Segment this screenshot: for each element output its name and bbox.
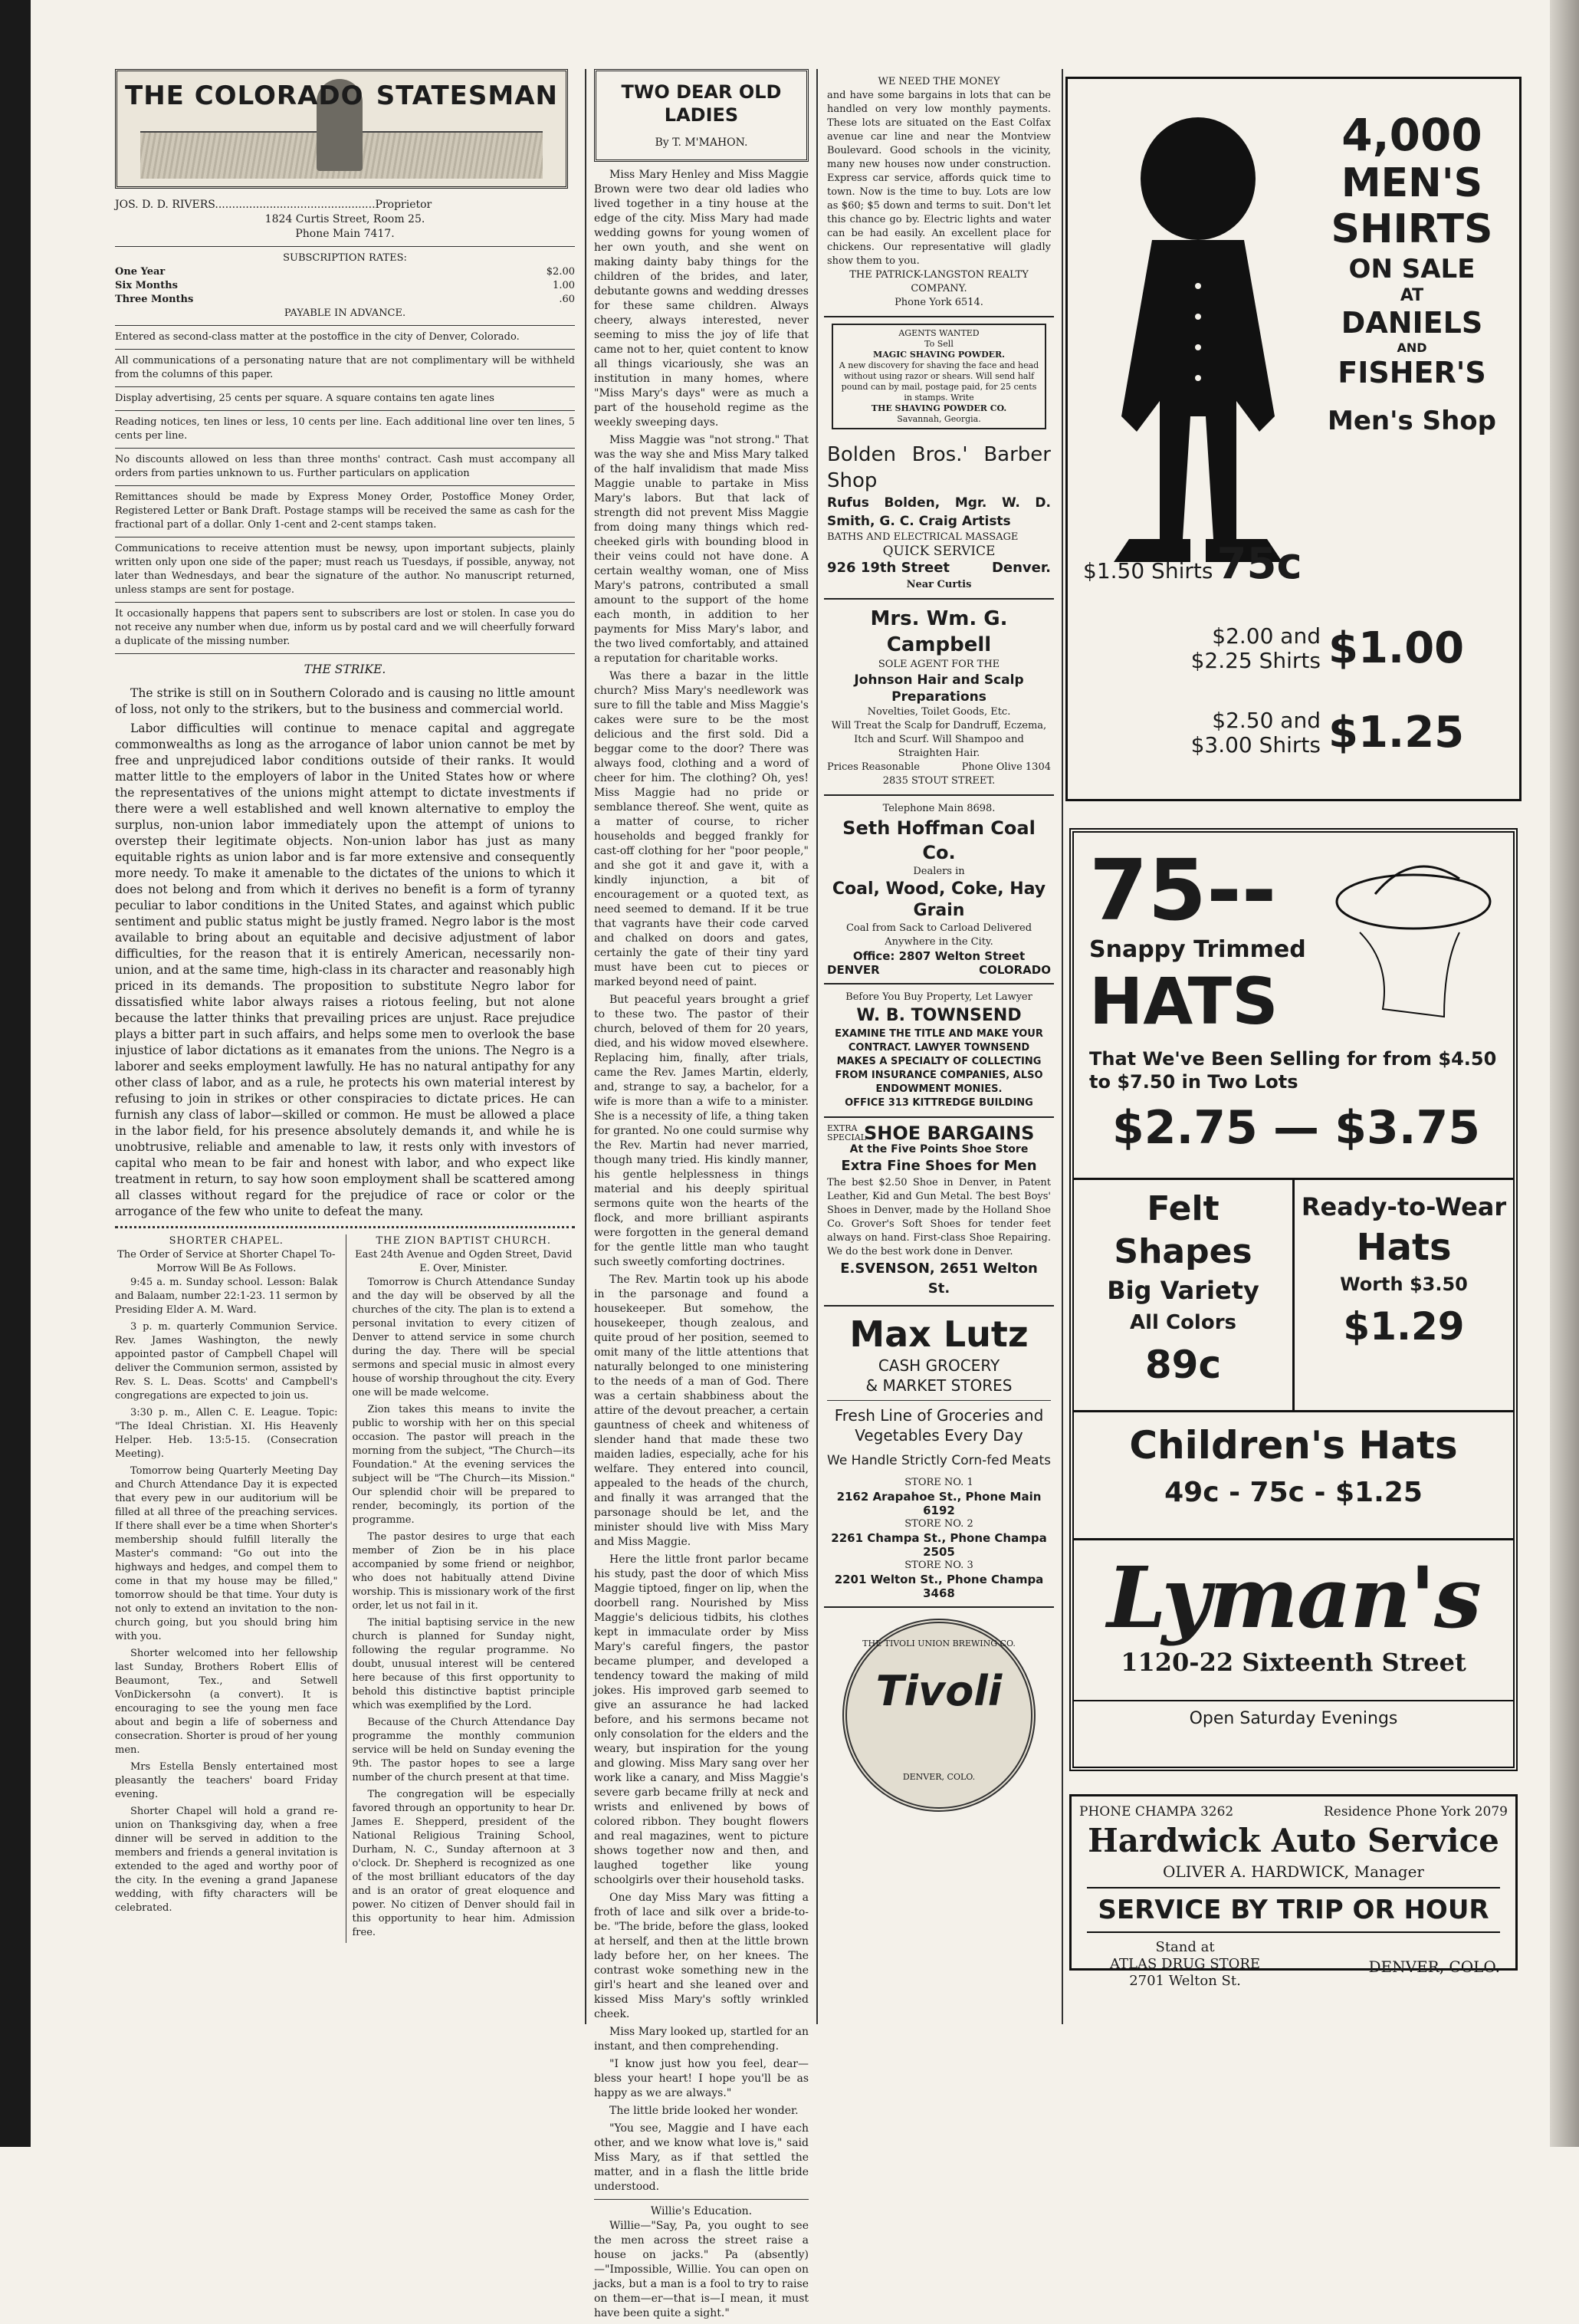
lyman-open: Open Saturday Evenings [1074, 1700, 1513, 1728]
church-columns [115, 1234, 575, 1943]
townsend-pre: Before You Buy Property, Let Lawyer [845, 991, 1032, 1003]
lyman-block [1074, 1538, 1513, 1728]
hoffman-goods: Coal, Wood, Coke, Hay Grain [832, 879, 1046, 920]
tivoli-logo [842, 1619, 1036, 1812]
page-edge-right [1550, 0, 1579, 2147]
story-paragraph: Miss Mary Henley and Miss Maggie Brown were two dear old ladies who lived together in a tiny house at the edge of the city. Miss Mary had made wedding gowns for young women of her own youth, and she went on making dainty baby things for the children of the brides, and later, debutante gowns and wedding dresses for these same children. Always cheery, always interested, never seeming to miss the joy of life that came not to her, quiet content to know all things vicariously, she was an institution in many homes, where "Miss Mary's days" were as much a part of the household regime as the weekly sweeping days. [594, 169, 809, 429]
hardwick-service: SERVICE BY TRIP OR HOUR [1087, 1887, 1500, 1933]
shorter-paragraph: Shorter welcomed into her fellowship last Sunday, Brothers Robert Ellis of Beaumont, Tex., and Setwell VonDickersohn (a convert). It is encouraging to see the young men face about and begin a life of soberness and consecration. Shorter is proud of her young men. [115, 1648, 338, 1756]
masthead-title [125, 81, 558, 111]
hardwick-addr: 2701 Welton St. [1129, 1973, 1241, 1989]
hats-price-1: $2.75 [1112, 1101, 1258, 1155]
publisher-address: 1824 Curtis Street, Room 25. [264, 213, 425, 225]
bolden-address [827, 558, 1051, 578]
price-value: 75c [1216, 539, 1302, 589]
willie-text: Willie—"Say, Pa, you ought to see the men across the street raise a house on jacks." Pa (absently)—"Impossible, Willie. You can open on jacks, but a man is a fool to try to raise on them—er—that is—I mean, it must have been quite a sight." [594, 2220, 809, 2319]
rate-price: 1.00 [553, 280, 575, 291]
notice-7: Communications to receive attention must be newsy, upon important subjects, plainly written only upon one side of the paper; must reach us Tuesdays, if possible, anyway, not later than Wednesdays, and bear the signature of the author. No manuscript returned, unless stamps are sent for postage. [115, 543, 575, 596]
column-3 [824, 69, 1054, 1812]
ad-shirts [1065, 77, 1522, 801]
townsend-office: OFFICE 313 KITTREDGE BUILDING [845, 1097, 1033, 1109]
shirts-l4: AT [1400, 286, 1424, 305]
hats-title: HATS [1089, 964, 1279, 1039]
strike-title: THE STRIKE. [304, 662, 386, 676]
story-paragraph: Miss Maggie was "not strong." That was the way she and Miss Mary talked of the half invalidism that made Miss Maggie unable to partake in Miss Mary's labors. But that lack of strength did not prevent Miss Maggie from doing many things which red-cheeked girls with bounding blood in their veins could not have done. A certain wealthy woman, one of Miss Mary's patrons, contributed a small amount to the support of the home each month, in addition to her payments for Miss Mary's labor, and the two lived comfortably, and attained a reputation for charitable works. [594, 434, 809, 665]
shirts-price-3 [1144, 708, 1464, 758]
ready-title: Ready-to-Wear [1301, 1192, 1507, 1221]
ad-hardwick [1069, 1794, 1518, 1989]
agents-city: Savannah, Georgia. [897, 414, 981, 424]
shirts-headline [1320, 110, 1504, 436]
shoe-extra: EXTRA SPECIAL [827, 1123, 866, 1142]
ad-bolden [824, 436, 1054, 600]
shirts-count: 4,000 [1341, 109, 1482, 161]
story-paragraph: One day Miss Mary was fitting a froth of lace and silk over a bride-to-be. "The bride, before the glass, looked at herself, and then at the little brown lady before her, on her knees. The contrast woke something new in the girl's heart and she leaned over and kissed Miss Mary's softly wrinkled cheek. [594, 1892, 809, 2020]
store-label: STORE NO. 1 [904, 1477, 973, 1488]
hats-prices [1112, 1101, 1480, 1155]
shirts-shop: Men's Shop [1328, 406, 1496, 436]
hoffman-office: Office: 2807 Welton Street [852, 949, 1026, 963]
zion-paragraph: The pastor desires to urge that each member of Zion be in his place accompanied by some friend or neighbor, who does not habitually attend Divine worship. This is missionary work of the first order, let us not fail in it. [352, 1531, 575, 1612]
children-hats: Children's Hats [1129, 1423, 1458, 1468]
story-title: TWO DEAR OLD LADIES [621, 81, 782, 126]
shirts-l7: FISHER'S [1338, 356, 1486, 390]
hardwick-stand: Stand at [1155, 1939, 1215, 1955]
money-title: WE NEED THE MONEY [878, 76, 1000, 87]
hats-price-dash: — [1273, 1101, 1319, 1155]
shorter-title: SHORTER CHAPEL. [169, 1235, 284, 1247]
shorter-chapel [115, 1234, 338, 1943]
story-paragraph: Here the little front parlor became his study, past the door of which Miss Maggie tiptoed, finger on lip, when the doorbell rang. Nourished by Miss Maggie's delicious tidbits, his clothes kept in immaculate order by Miss Mary's careful fingers, the pastor became plumper, and developed a tendency toward the making of mild jokes. His improved garb seemed to give an assurance he had lacked before, and his sermons became not only consolation for the elders and the weary, but inspiration for the young and glowing. Miss Mary sang over her work like a canary, and Miss Maggie's severe garb became frilly at neck and wrists and enlivened by bows of colored ribbon. They bought flowers and real magazines, went to picture shows together now and then, and laughed together like young schoolgirls over their household tasks. [594, 1553, 809, 1886]
story-paragraph: Was there a bazar in the little church? Miss Mary's needlework was sure to fill the table and Miss Maggie's cakes were sure to be the most delicious and the first sold. Did a beggar come to the door? There was always food, clothing and a word of cheer for him. The clothing? Oh, yes! Miss Maggie had no pride or semblance thereof. She went, quite as a matter of course, to richer households and begged frankly for cast-off clothing for her "poor people," and she got it and gave it, with a kindly injunction, a bit of encouragement or a quoted text, as need seemed to demand. If it be true that vagrants have their code carved and chalked on doors and gates, certainly the gate of their tiny yard must have been cut to pieces or marked beyond need of paint. [594, 670, 809, 988]
publisher-phone: Phone Main 7417. [295, 228, 395, 240]
lutz-sub2: & MARKET STORES [865, 1376, 1013, 1395]
rate-term: Three Months [115, 294, 194, 305]
tivoli-brand: Tivoli [875, 1667, 1003, 1715]
bolden-near: Near Curtis [906, 579, 972, 590]
felt-colors: All Colors [1129, 1311, 1236, 1334]
page-edge-dark [0, 0, 31, 2147]
notice-2: All communications of a personating nature that are not complimentary will be withheld from the columns of this paper. [115, 355, 575, 380]
ready-price: $1.29 [1343, 1304, 1465, 1349]
lyman-address: 1120-22 Sixteenth Street [1121, 1648, 1466, 1677]
price-value: $1.00 [1328, 623, 1465, 673]
rate-term: One Year [115, 266, 166, 278]
hoffman-city-right: COLORADO [979, 963, 1051, 977]
bolden-name: Bolden Bros.' Barber Shop [827, 443, 1051, 492]
story-title-box [594, 69, 809, 162]
story-paragraph: "You see, Maggie and I have each other, and we know what love is," said Miss Mary, as if that settled the matter, and in a flash the little bride understood. [594, 2122, 809, 2193]
ready-to-wear [1295, 1180, 1513, 1410]
felt-title: Felt Shapes [1114, 1189, 1252, 1271]
column-rule [816, 69, 818, 2024]
ad-campbell [824, 600, 1054, 796]
campbell-phone: Phone Olive 1304 [961, 761, 1051, 773]
money-phone: Phone York 6514. [895, 297, 983, 308]
hoffman-city-left: DENVER [827, 963, 880, 977]
zion-paragraph: The congregation will be especially favored through an opportunity to hear Dr. James E. Shepperd, president of the National Religious Training School, Durham, N. C., Sunday afternoon at 3 o'clock. Dr. Shepherd is recognized as one of the most brilliant educators of the day and is an orator of great eloquence and power. No citizen of Denver should fail in this opportunity to hear him. Admission free. [352, 1789, 575, 1938]
shorter-subtitle: The Order of Service at Shorter Chapel To-Morrow Will Be As Follows. [117, 1249, 336, 1274]
shirts-l6: AND [1397, 340, 1427, 355]
shirts-l5: DANIELS [1341, 306, 1483, 340]
tivoli-city: DENVER, COLO. [902, 1772, 976, 1782]
woman-hat-illustration-icon [1329, 848, 1498, 1032]
zion-paragraph: Zion takes this means to invite the public to worship with her on this special occasion. The pastor will preach in the morning from the subject, "The Church—its Foundation." At the evening services the subject will be "The Church—its Mission." Our splendid choir will be prepared to render, becomingly, its portion of the programme. [352, 1404, 575, 1526]
zion-paragraph: Tomorrow is Church Attendance Sunday and the day will be observed by all the churches of the city. The plan is to extend a personal invitation to every citizen of Denver to attend service in some church during the day. There will be special sermons and special music in almost every house of worship throughout the city. Every one will be made welcome. [352, 1277, 575, 1399]
campbell-addr: 2835 STOUT STREET. [882, 775, 996, 787]
proprietor-line: JOS. D. D. RIVERS...............................................Proprietor [115, 199, 432, 211]
ad-agents-wanted [832, 324, 1046, 429]
shoe-text: The best $2.50 Shoe in Denver, in Patent Leather, Kid and Gun Metal. The best Boys' Shoes in Denver, made by the Holland Shoe Co. Grover's Soft Shoes for tender feet always on hand. First-class Shoe Repairing. We do the best work done in Denver. [827, 1177, 1051, 1257]
shirts-price-1 [1083, 539, 1302, 589]
shirts-price-2 [1144, 623, 1464, 673]
notice-4: Reading notices, ten lines or less, 10 cents per line. Each additional line over ten lines, 5 cents per line. [115, 416, 575, 442]
silhouette-figure-icon [1083, 110, 1313, 570]
shorter-paragraph: Mrs Estella Bensly entertained most pleasantly the teachers' board Friday evening. [115, 1761, 338, 1800]
shorter-paragraph: Tomorrow being Quarterly Meeting Day and Church Attendance Day it is expected that every pew in our auditorium will be filled at all three of the preaching services. If there shall ever be a time when Shorter's membership should fulfill literally the Master's command: "Go out into the highways and hedges, and compel them to come in that my house may be filled," tomorrow should be that time. Your duty is not only to extend an invitation to the non-church going, but you should bring him with you. [115, 1465, 338, 1642]
rate-price: .60 [559, 294, 575, 305]
notice-6: Remittances should be made by Express Money Order, Postoffice Money Order, Registered Letter or Bank Draft. Postage stamps will be received the same as cash for the fractional part of a dollar. Only 1-cent and 2-cent stamps taken. [115, 491, 575, 531]
rate-price: $2.00 [546, 266, 575, 278]
ready-hats: Hats [1356, 1226, 1452, 1269]
masthead-title-left: THE COLORADO [125, 81, 364, 111]
money-text: and have some bargains in lots that can be handled on very low monthly payments. These lots are situated on the East Colfax avenue car line and near the Montview Boulevard. Good schools in the vicinity, many new houses now under construction. Express car service, affords quick time to town. Now is the time to buy. Lots are low as $60; $5 down and terms to suit. Don't let this chance go by. Electric lights and water can be had easily. An excellent place for chickens. Our representative will gladly show them to you. [827, 90, 1051, 267]
campbell-goods: Novelties, Toilet Goods, Etc. [867, 706, 1011, 718]
price-label: $1.50 Shirts [1083, 558, 1213, 583]
rate-row [115, 265, 575, 279]
campbell-name: Mrs. Wm. G. Campbell [870, 607, 1008, 656]
rate-row [115, 293, 575, 307]
campbell-product: Johnson Hair and Scalp Preparations [854, 672, 1024, 705]
rate-term: Six Months [115, 280, 178, 291]
hoffman-text: Coal from Sack to Carload Delivered Anywhere in the City. [845, 922, 1032, 948]
townsend-name: W. B. TOWNSEND [856, 1006, 1022, 1025]
store-address: 2201 Welton St., Phone Champa 3468 [834, 1573, 1044, 1600]
shorter-paragraph: Shorter Chapel will hold a grand re-union on Thanksgiving day, when a free dinner will be served in addition to the members and friends a general invitation is extended to the aged and worthy poor of the city. In the evening a grand Japanese wedding, with fifty characters will be celebrated. [115, 1806, 338, 1914]
lutz-name: Max Lutz [849, 1313, 1029, 1355]
campbell-prices: Prices Reasonable [827, 761, 920, 773]
story-paragraph: Miss Mary looked up, startled for an instant, and then comprehending. [594, 2026, 809, 2053]
zion-paragraph: Because of the Church Attendance Day programme the monthly communion service will be held on Sunday evening the 9th. The pastor hopes to see a large number of the church present at that time. [352, 1717, 575, 1783]
agents-l1: To Sell [924, 339, 954, 349]
children-prices: 49c - 75c - $1.25 [1164, 1477, 1423, 1508]
money-company: THE PATRICK-LANGSTON REALTY COMPANY. [849, 269, 1029, 294]
hardwick-mgr: OLIVER A. HARDWICK, Manager [1163, 1862, 1424, 1881]
felt-price: 89c [1144, 1343, 1222, 1387]
hats-big: 75-- [1089, 841, 1277, 939]
lutz-sub1: CASH GROCERY [878, 1356, 1000, 1375]
ad-we-need-money [824, 69, 1054, 317]
column-divider [115, 1226, 575, 1228]
bolden-city: Denver. [991, 560, 1051, 576]
price-label: $2.50 and $3.00 Shirts [1190, 707, 1321, 758]
lutz-fresh: Fresh Line of Groceries and Vegetables Every Day [834, 1406, 1044, 1445]
ready-worth: Worth $3.50 [1340, 1274, 1468, 1295]
column-1 [115, 69, 575, 1943]
store-address: 2261 Champa St., Phone Champa 2505 [831, 1531, 1047, 1559]
hoffman-name: Seth Hoffman Coal Co. [842, 817, 1036, 863]
campbell-prices-row [827, 761, 1051, 774]
hardwick-phones [1079, 1804, 1508, 1819]
column-rule [585, 69, 586, 2024]
agents-l2: MAGIC SHAVING POWDER. [873, 350, 1005, 360]
story-paragraph: The Rev. Martin took up his abode in the parsonage and found a housekeeper. But somehow, the housekeeper, though zealous, and quite proud of her position, seemed to omit many of the little attentions that naturally belonged to one ministering to the needs of a man of God. There was a certain shabbiness about the attire of the devout preacher, a certain gauntness of cheek and whiteness of slender hand that made these two maiden ladies, especially, ache for his welfare. They entered into council, appealed to the heads of the church, and finally it was arranged that the parsonage should be let, and the minister should live with Miss Mary and Miss Maggie. [594, 1274, 809, 1548]
ad-townsend [824, 984, 1054, 1118]
notice-3: Display advertising, 25 cents per square. A square contains ten agate lines [115, 393, 494, 404]
ad-hats [1069, 828, 1518, 1771]
store-address: 2162 Arapahoe St., Phone Main 6192 [836, 1490, 1042, 1517]
story-byline: By T. M'MAHON. [655, 136, 748, 149]
shoe-addr: E.SVENSON, 2651 Welton St. [840, 1261, 1038, 1297]
lutz-stores [827, 1476, 1051, 1600]
masthead-title-right: STATESMAN [376, 81, 558, 111]
bolden-quick: QUICK SERVICE [882, 544, 996, 559]
payable-notice: PAYABLE IN ADVANCE. [284, 307, 406, 319]
hats-selling: That We've Been Selling for from $4.50 to $7.50 in Two Lots [1089, 1048, 1497, 1093]
ad-hoffman [824, 796, 1054, 984]
lyman-logo: Lyman's [1107, 1548, 1480, 1647]
notice-1: Entered as second-class matter at the postoffice in the city of Denver, Colorado. [115, 331, 520, 343]
hoffman-dealers: Dealers in [913, 866, 965, 877]
shorter-paragraph: 3 p. m. quarterly Communion Service. Rev. James Washington, the newly appointed pastor of Campbell Chapel will deliver the Communion sermon, assisted by Rev. S. L. Deas. Scotts' and Campbell's congregations are expected to join us. [115, 1321, 338, 1402]
shoe-header [827, 1124, 1051, 1142]
hoffman-tel: Telephone Main 8698. [882, 803, 996, 814]
agents-text: A new discovery for shaving the face and head without using razor or shears. Will send half pound can by mail, postage paid, for 25 cents in stamps. Write [839, 360, 1039, 403]
tivoli-ring-text: THE TIVOLI UNION BREWING CO. [862, 1639, 1016, 1648]
notice-8: It occasionally happens that papers sent to subscribers are lost or stolen. In case you do not receive any number when due, inform us by postal card and we will cheerfully forward a duplicate of the missing number. [115, 608, 575, 647]
story-paragraph: The little bride looked her wonder. [609, 2105, 799, 2117]
store-label: STORE NO. 3 [904, 1560, 973, 1571]
lutz-meats: We Handle Strictly Corn-fed Meats [827, 1453, 1051, 1468]
agents-title: AGENTS WANTED [898, 328, 980, 338]
subscription-rates [115, 265, 575, 307]
bolden-street: 926 19th Street [827, 560, 950, 576]
felt-shapes [1074, 1180, 1295, 1410]
subscription-heading: SUBSCRIPTION RATES: [283, 252, 407, 264]
shirts-l3: ON SALE [1348, 254, 1476, 284]
shoe-title: SHOE BARGAINS [864, 1123, 1035, 1144]
zion-subtitle: East 24th Avenue and Ogden Street, David E. Over, Minister. [355, 1249, 573, 1274]
story-paragraph: But peaceful years brought a grief to these two. The pastor of their church, beloved of them for 20 years, died, and his widow moved elsewhere. Replacing him, finally, after trials, came the Rev. James Martin, elderly, and, strange to say, a bachelor, for a wife is more than a wife to a minister. She is a necessity of life, a thing taken for granted. No one could surmise why the Rev. Martin had never married, though many tried. His kindly manner, his gentle helplessness in things material and his deeply spiritual sermons quite won the hearts of the flock, and more brilliant aspirants were forgotten in the general demand for the gentle little man who taught such sweetly comforting doctrines. [594, 994, 809, 1268]
agents-co: THE SHAVING POWDER CO. [871, 403, 1007, 413]
hats-snappy: Snappy Trimmed [1089, 936, 1306, 963]
shorter-paragraph: 3:30 p. m., Allen C. E. League. Topic: "The Ideal Christian. XI. His Heavenly Helper. Heb. 13:5-15. (Consecration Meeting). [115, 1407, 338, 1460]
zion-paragraph: The initial baptising service in the new church is planned for Sunday night, following the regular programme. No doubt, unusual interest will be centered here because of this first opportunity to behold this distinctive baptist principle which was exemplified by the Lord. [352, 1617, 575, 1711]
strike-paragraph: Labor difficulties will continue to menace capital and aggregate commonwealths as long as the arrogance of labor union cannot be met by free and unprejudiced labor conditions outside of their ranks. It would matter little to the employers of labor in the United States how or where the representatives of the unions might attempt to dictate investments if there were a well established and well known alternative to employ the surplus, non-union labor immediately upon the attempt of unions to overstep their legitimate objects. Non-union labor has just as many equitable rights as union labor and is far more extensive and consequently more needy. To make it amenable to the dictates of the unions to which it does not belong and from which it derives no benefit is a form of tyranny peculiar to labor conditions in the United States, and against which public sentiment and public status might be justly framed. Negro labor is the most available to bring about an equitable and decisive adjustment of labor difficulties, for the reason that it is entirely American, necessarily non-union, and at the same time, high-class in its character and reasonably high priced in its demands. The proposition to substitute Negro labor for dissatisfied white labor always raises a riotous feeling, but not alone because the latter thinks that prevailing prices are unjust. Race prejudice plays a bitter part in such affairs, and helps some men to overlook the base injustice of labor dictations as it emanates from the unions. The Negro is a laborer and seeks employment lawfully. He has no natural antipathy for any other class of labor, and as a rule, he protects his own material interest by refusing to join in strikes or other conspiracies to dictate prices. He can furnish any class of labor—skilled or common. He must be allowed a place in the labor field, for his presence absolutely demands it, and while he is unobtrusive, reliable and amenable to law, it rests only with investors of capital who mean to be fair and honest with labor, and who expect like treatment in return, to say how soon employment shall be scattered among all classes without regard for the prejudice of race or color or the arrogance of the few who unite to defeat the many. [115, 722, 575, 1218]
hats-middle [1074, 1178, 1513, 1412]
willie-title: Willie's Education. [650, 2205, 753, 2217]
townsend-text: EXAMINE THE TITLE AND MAKE YOUR CONTRACT. LAWYER TOWNSEND MAKES A SPECIALTY OF COLLECTING FROM INSURANCE COMPANIES, ALSO ENDOWMENT MONIES. [835, 1028, 1043, 1095]
shirts-l2: SHIRTS [1331, 206, 1493, 252]
notice-5: No discounts allowed on less than three months' contract. Cash must accompany all orders from parties unknown to us. Further particulars on application [115, 454, 575, 479]
ad-shoes [824, 1118, 1054, 1307]
ad-max-lutz [824, 1307, 1054, 1608]
hardwick-city: DENVER, COLO. [1368, 1957, 1500, 1976]
shoe-fine: Extra Fine Shoes for Men [841, 1158, 1037, 1174]
story-paragraph: "I know just how you feel, dear—bless your heart! I hope you'll be as happy as we are always." [594, 2058, 809, 2099]
masthead [115, 69, 568, 189]
store-label: STORE NO. 2 [904, 1518, 973, 1530]
price-value: $1.25 [1328, 708, 1465, 758]
shorter-paragraph: 9:45 a. m. Sunday school. Lesson: Balak and Balaam, number 22:1-23. 11 sermon by Presiding Elder A. M. Ward. [115, 1277, 338, 1316]
hardwick-name: Hardwick Auto Service [1088, 1822, 1499, 1859]
column-rule [1062, 69, 1063, 2024]
campbell-agent: SOLE AGENT FOR THE [878, 659, 1000, 670]
hats-price-2: $3.75 [1334, 1101, 1480, 1155]
rate-row [115, 279, 575, 293]
hardwick-store: ATLAS DRUG STORE [1110, 1956, 1261, 1972]
zion-church [346, 1234, 576, 1943]
zion-title: THE ZION BAPTIST CHURCH. [376, 1235, 552, 1247]
hardwick-stand-block [1110, 1939, 1260, 1990]
hoffman-city-row [827, 963, 1051, 977]
felt-variety: Big Variety [1107, 1276, 1259, 1305]
strike-paragraph: The strike is still on in Southern Colorado and is causing no little amount of loss, not only to the strikers, but to the business and commercial world. [115, 686, 575, 716]
bolden-baths: BATHS AND ELECTRICAL MASSAGE [827, 531, 1019, 543]
price-label: $2.00 and $2.25 Shirts [1190, 623, 1321, 673]
hardwick-footer [1079, 1939, 1508, 1989]
hardwick-phone: PHONE CHAMPA 3262 [1079, 1804, 1234, 1819]
hardwick-res-phone: Residence Phone York 2079 [1323, 1804, 1508, 1819]
column-2 [594, 69, 809, 2324]
shirts-l1: MEN'S [1341, 160, 1483, 206]
campbell-text: Will Treat the Scalp for Dandruff, Eczema, Itch and Scurf. Will Shampoo and Straighten Hair. [831, 720, 1047, 759]
shoe-store: At the Five Points Shoe Store [849, 1143, 1029, 1155]
bolden-mgr: Rufus Bolden, Mgr. W. D. Smith, G. C. Craig Artists [827, 495, 1051, 529]
